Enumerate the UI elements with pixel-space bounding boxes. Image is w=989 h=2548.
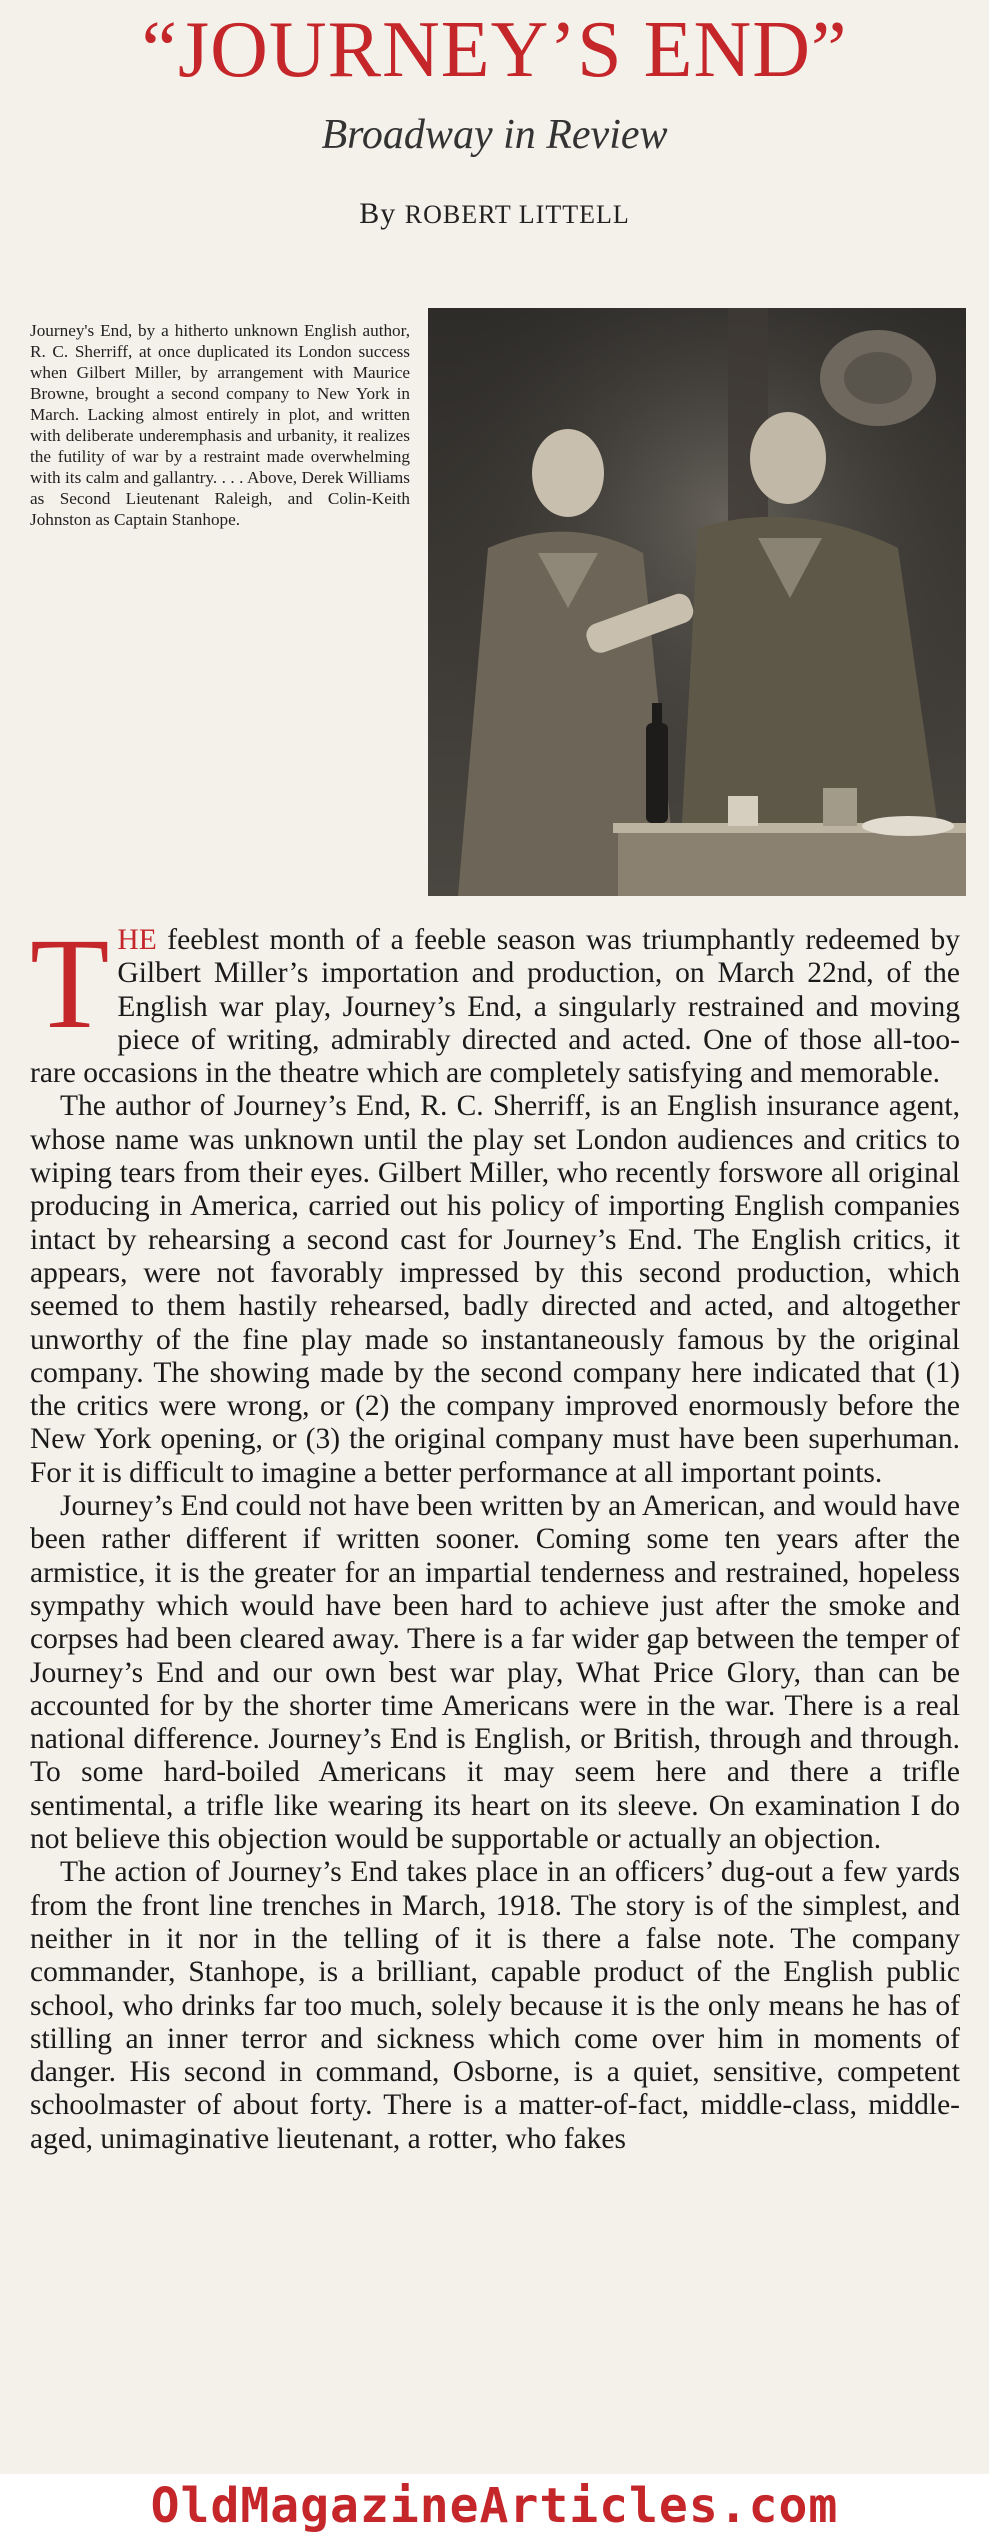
article-subtitle: Broadway in Review [321, 112, 668, 158]
byline [0, 196, 989, 233]
article-title: “JOURNEY’S END” [141, 6, 848, 94]
byline-prefix: By [359, 197, 397, 230]
paragraph-3: Journey’s End could not have been written by an American, and would have been rather different if written sooner. Coming some ten years after the armistice, it is the greater for an impartial tenderness and restrained, hopeless sympathy which would have been hard to achieve just after the smoke and corpses had been cleared away. There is a far wider gap between the temper of Journey’s End and our own best war play, What Price Glory, than can be accounted for by the shorter time Americans were in the war. There is a real national difference. Journey’s End is English, or British, through and through. To some hard-boiled Americans it may seem here and there a trifle sentimental, a trifle like wearing its heart on its sleeve. On examination I do not believe this objection would be supportable or actually an objection. [30, 1490, 960, 1856]
paragraph-1 [30, 912, 960, 1090]
site-watermark: OldMagazineArticles.com [150, 2478, 839, 2534]
paragraph-4: The action of Journey’s End takes place in an officers’ dug-out a few yards from the front line trenches in March, 1918. The story is of the simplest, and neither in it nor in the telling of it is there a false note. The company commander, Stanhope, is a brilliant, capable product of the English public school, who drinks far too much, solely because it is the only means he has of stilling an inner terror and sickness which come over him in moments of danger. His second in command, Osborne, is a quiet, sensitive, competent schoolmaster of about forty. There is a matter-of-fact, middle-class, middle-aged, unimaginative lieutenant, a rotter, who fakes [30, 1856, 960, 2155]
site-footer [0, 2474, 989, 2548]
stage-photo [428, 308, 966, 896]
paragraph-2: The author of Journey’s End, R. C. Sherriff, is an English insurance agent, whose name was unknown until the play set London audiences and critics to wiping tears from their eyes. Gilbert Miller, who recently forswore all original producing in America, carried out his policy of importing English companies intact by rehearsing a second cast for Journey’s End. The English critics, it appears, were not favorably impressed by this second production, which seemed to them hastily rehearsed, badly directed and acted, and altogether unworthy of the fine play made so instantaneously famous by the original company. The showing made by the second company here indicated that (1) the critics were wrong, or (2) the company improved enormously before the New York opening, or (3) the original company must have been superhuman. For it is difficult to imagine a better performance at all important points. [30, 1090, 960, 1489]
article-body [30, 912, 960, 2156]
byline-author: ROBERT LITTELL [404, 200, 630, 229]
lead-letters: HE [117, 924, 157, 956]
paragraph-1-text: feeblest month of a feeble season was triumphantly redeemed by Gilbert Miller’s importation and production, on March 22nd, of the English war play, Journey’s End, a singularly restrained and moving piece of writing, admirably directed and acted. One of those all-too-rare occasions in the theatre which are completely satisfying and memorable. [30, 924, 960, 1090]
drop-cap: T [30, 912, 110, 1056]
photo-caption [30, 320, 410, 530]
caption-text: Journey's End, by a hitherto unknown English author, R. C. Sherriff, at once duplicated its London success when Gilbert Miller, by arrangement with Maurice Browne, brought a second company to New York in March. Lacking almost entirely in plot, and written with deliberate underemphasis and urbanity, it realizes the futility of war by a restraint made overwhelming with its calm and gallantry. . . . Above, Derek Williams as Second Lieutenant Raleigh, and Colin-Keith Johnston as Captain Stanhope. [30, 321, 410, 529]
stage-photo-illustration [428, 308, 966, 896]
